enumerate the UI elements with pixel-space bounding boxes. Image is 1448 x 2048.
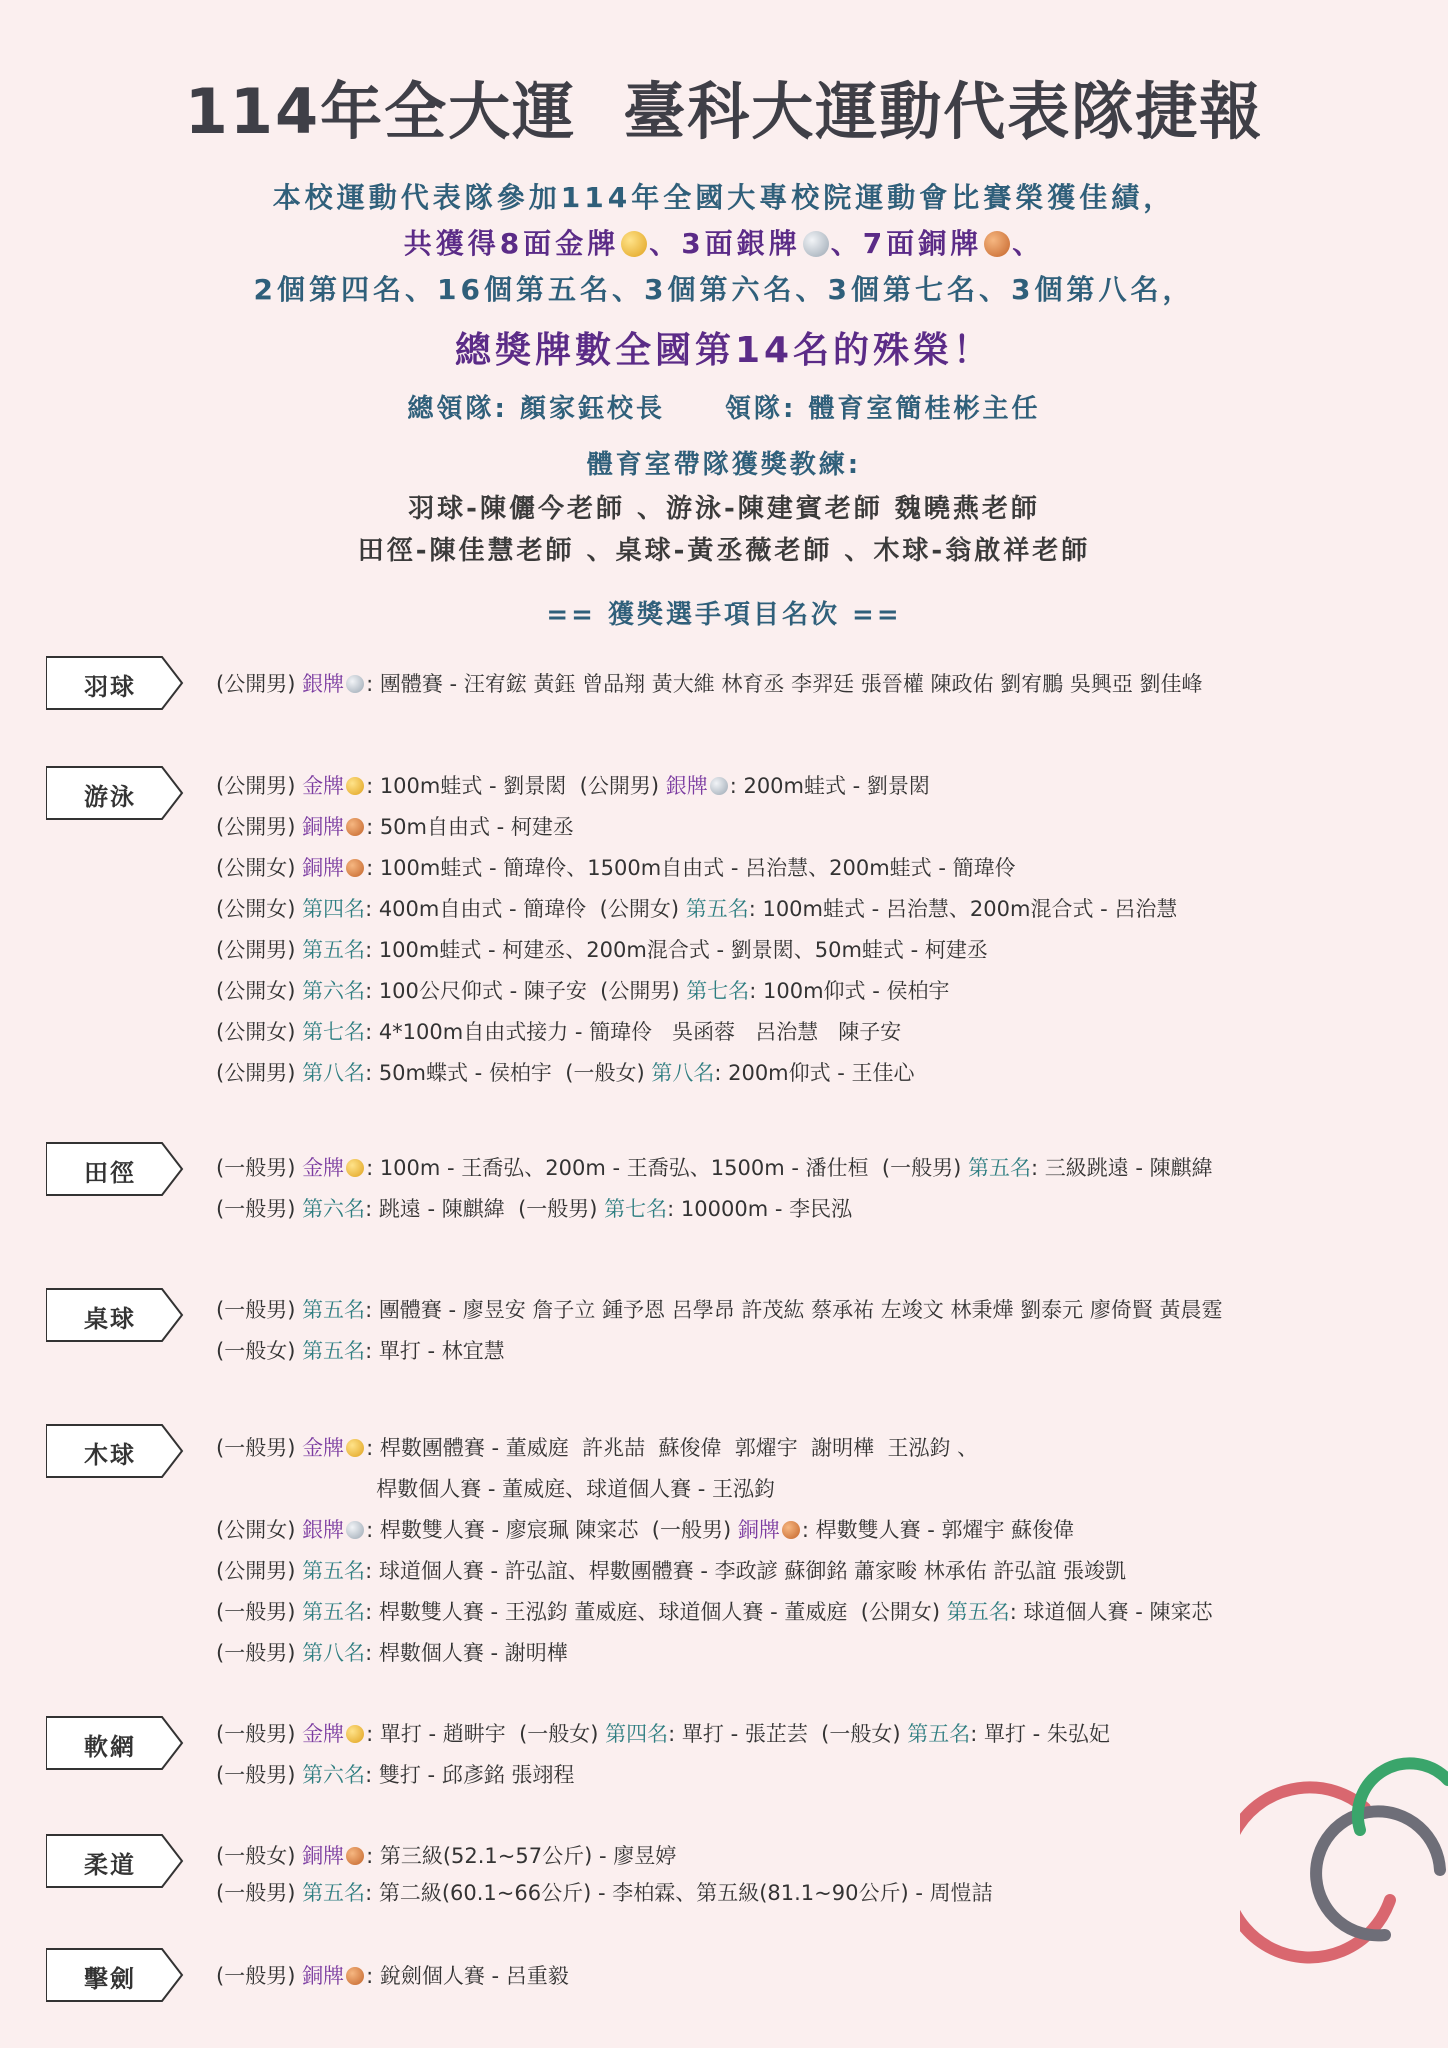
result-text: : 球道個人賽 - 許弘誼、桿數團體賽 - 李政諺 蘇御銘 蕭家畯 林承佑 許弘誼 張竣凱 <box>365 1559 1127 1583</box>
result-text: (一般女) <box>216 1339 303 1363</box>
section-tag <box>46 1286 186 1344</box>
result-text: : 10000m - 李民泓 <box>667 1197 853 1221</box>
rank-label: 第四名 <box>302 897 366 921</box>
result-text: : 50m自由式 - 柯建丞 <box>366 815 574 839</box>
medal-label: 金牌 <box>302 1722 345 1746</box>
rank-label: 第八名 <box>302 1061 366 1085</box>
gold-medal-icon <box>346 1725 364 1743</box>
gold-medal-icon <box>621 231 647 257</box>
result-text: : 單打 - 趙畊宇 (一般女) <box>366 1722 606 1746</box>
leaders <box>0 388 1448 425</box>
rank-label: 第六名 <box>302 1763 366 1787</box>
result-text: (公開女) <box>216 856 303 880</box>
rank-label: 第五名 <box>302 1298 366 1322</box>
rank-label: 第六名 <box>302 979 366 1003</box>
result-text: (一般男) <box>216 1964 303 1988</box>
section-name: 柔道 <box>84 1851 136 1879</box>
section-name: 游泳 <box>84 783 136 811</box>
result-text: : 桿數個人賽 - 謝明樺 <box>365 1641 568 1665</box>
section-tag <box>46 1714 186 1772</box>
result-line <box>216 1596 1212 1626</box>
result-text: : 銳劍個人賽 - 呂重毅 <box>366 1964 569 1988</box>
result-text: (一般男) <box>216 1641 303 1665</box>
silver-medal-icon <box>803 231 829 257</box>
chief-leader: 總領隊: 顏家鈺校長 <box>407 394 665 424</box>
gold-medal-icon <box>346 1439 364 1457</box>
result-text: : 單打 - 林宜慧 <box>365 1339 505 1363</box>
result-line <box>216 668 1203 698</box>
coach-line-2: 田徑-陳佳慧老師 、桌球-黃丞薇老師 、木球-翁啟祥老師 <box>357 536 1091 566</box>
result-line <box>216 1840 676 1870</box>
rank-label: 第四名 <box>605 1722 669 1746</box>
rank-label: 第五名 <box>685 897 749 921</box>
result-text: : 跳遠 - 陳麒緯 (一般男) <box>365 1197 605 1221</box>
rings-logo-decoration <box>1240 1750 1448 2030</box>
result-text: : 桿數雙人賽 - 郭燿宇 蘇俊偉 <box>801 1518 1075 1542</box>
result-line <box>216 1555 1126 1585</box>
section-name: 桌球 <box>84 1305 136 1333</box>
bronze-medal-icon <box>346 818 364 836</box>
result-text: : 桿數雙人賽 - 廖宸珮 陳寀芯 (一般男) <box>366 1518 738 1542</box>
gold-medal-icon <box>346 777 364 795</box>
result-line <box>216 1877 993 1907</box>
coach-line-1: 羽球-陳儷今老師 、游泳-陳建賓老師 魏曉燕老師 <box>408 494 1040 524</box>
rank-label: 第五名 <box>302 938 366 962</box>
result-text: : 100m蛙式 - 柯建丞、200m混合式 - 劉景閎、50m蛙式 - 柯建丞 <box>365 938 988 962</box>
result-line <box>216 1473 775 1503</box>
result-text: (公開男) <box>216 815 303 839</box>
result-line <box>216 1960 569 1990</box>
section-tag <box>46 1422 186 1480</box>
medal-label: 銅牌 <box>737 1518 780 1542</box>
result-line <box>216 1514 1074 1544</box>
page-title: 114年全大運 臺科大運動代表隊捷報 <box>184 75 1264 148</box>
result-text: : 50m蝶式 - 侯柏宇 (一般女) <box>365 1061 652 1085</box>
result-text: : 4*100m自由式接力 - 簡瑋伶 吳函蓉 呂治慧 陳子安 <box>365 1020 902 1044</box>
result-line <box>216 1759 574 1789</box>
intro-highlight: 總獎牌數全國第14名的殊榮！ <box>454 330 994 371</box>
result-text: (公開男) <box>216 774 303 798</box>
result-text: (公開男) <box>216 938 303 962</box>
gold-medal-icon <box>346 1159 364 1177</box>
section-tag <box>46 1832 186 1890</box>
bronze-medal-icon <box>346 859 364 877</box>
result-line <box>216 1152 1213 1182</box>
rank-label: 第五名 <box>302 1559 366 1583</box>
rank-label: 第五名 <box>302 1881 366 1905</box>
result-text: : 桿數團體賽 - 董威庭 許兆喆 蘇俊偉 郭燿宇 謝明樺 王泓鈞 、 <box>366 1436 979 1460</box>
result-text: : 團體賽 - 廖昱安 詹子立 鍾予恩 呂學昂 許茂紘 蔡承祐 左竣文 林秉燁 劉泰元 廖倚賢 黃晨霆 <box>365 1298 1223 1322</box>
result-text: : 100m蛙式 - 呂治慧、200m混合式 - 呂治慧 <box>748 897 1178 921</box>
rank-label: 第八名 <box>302 1641 366 1665</box>
result-line <box>216 1432 978 1462</box>
bronze-medal-icon <box>782 1521 800 1539</box>
medal-label: 金牌 <box>302 774 345 798</box>
result-text: : 100m蛙式 - 劉景閎 (公開男) <box>366 774 666 798</box>
section-name: 羽球 <box>84 673 136 701</box>
section-tag <box>46 1946 186 2004</box>
result-text: (公開男) <box>216 1559 303 1583</box>
result-text: : 400m自由式 - 簡瑋伶 (公開女) <box>365 897 686 921</box>
coach-title: 體育室帶隊獲獎教練: <box>586 450 862 480</box>
result-text: : 單打 - 張芷芸 (一般女) <box>668 1722 908 1746</box>
rank-label: 第六名 <box>302 1197 366 1221</box>
result-text: : 200m蛙式 - 劉景閎 <box>729 774 930 798</box>
medal-label: 銅牌 <box>302 1844 345 1868</box>
intro-line-2: 共獲得8面金牌 、3面銀牌 、7面銅牌 、 <box>403 227 1045 260</box>
silver-medal-icon <box>710 777 728 795</box>
result-text: (公開女) <box>216 1020 303 1044</box>
medal-label: 銅牌 <box>302 1964 345 1988</box>
section-name: 木球 <box>84 1441 136 1469</box>
intro-line-1: 本校運動代表隊參加114年全國大專校院運動會比賽榮獲佳績， <box>272 181 1176 214</box>
bronze-medal-icon <box>984 231 1010 257</box>
rank-label: 第五名 <box>946 1600 1010 1624</box>
result-text: (公開男) <box>216 672 303 696</box>
result-text: : 球道個人賽 - 陳寀芯 <box>1009 1600 1213 1624</box>
result-line <box>216 934 988 964</box>
medal-label: 金牌 <box>302 1436 345 1460</box>
result-text: : 三級跳遠 - 陳麒緯 <box>1031 1156 1213 1180</box>
result-text: : 200m仰式 - 王佳心 <box>714 1061 915 1085</box>
result-line <box>216 1294 1223 1324</box>
result-text: : 100m蛙式 - 簡瑋伶、1500m自由式 - 呂治慧、200m蛙式 - 簡瑋伶 <box>366 856 1016 880</box>
result-text: : 雙打 - 邱彥銘 張翊程 <box>365 1763 575 1787</box>
result-line <box>216 811 574 841</box>
result-text: (一般男) <box>216 1436 303 1460</box>
result-text: (一般男) <box>216 1722 303 1746</box>
rank-label: 第七名 <box>604 1197 668 1221</box>
team-leader: 領隊: 體育室簡桂彬主任 <box>725 394 1041 424</box>
result-text: : 第三級(52.1~57公斤) - 廖昱婷 <box>366 1844 677 1868</box>
result-line <box>216 1193 852 1223</box>
result-text: (公開女) <box>216 1518 303 1542</box>
result-text: (一般男) <box>216 1298 303 1322</box>
bronze-medal-icon <box>346 1967 364 1985</box>
rank-label: 第五名 <box>968 1156 1031 1180</box>
medal-label: 銀牌 <box>302 1518 345 1542</box>
result-text: (公開女) <box>216 979 303 1003</box>
result-text: : 100公尺仰式 - 陳子安 (公開男) <box>365 979 687 1003</box>
result-line <box>216 852 1016 882</box>
rank-label: 第八名 <box>651 1061 715 1085</box>
section-name: 田徑 <box>84 1159 136 1187</box>
result-text: (一般男) <box>216 1156 303 1180</box>
result-text: (一般男) <box>216 1197 303 1221</box>
winners-list-title: == 獲獎選手項目名次 == <box>546 600 902 630</box>
result-line <box>216 975 949 1005</box>
medal-label: 銅牌 <box>302 856 345 880</box>
result-line <box>216 770 930 800</box>
rank-label: 第五名 <box>302 1600 366 1624</box>
section-tag <box>46 654 186 712</box>
rank-label: 第五名 <box>907 1722 971 1746</box>
result-line <box>216 1335 505 1365</box>
result-text: (一般男) <box>216 1763 303 1787</box>
result-line <box>216 1057 915 1087</box>
silver-medal-icon <box>346 675 364 693</box>
result-text: : 團體賽 - 汪宥鋐 黃鈺 曾品翔 黃大維 林育丞 李羿廷 張晉權 陳政佑 劉宥鵬 吳興亞 劉佳峰 <box>366 672 1203 696</box>
result-text: : 單打 - 朱弘妃 <box>970 1722 1110 1746</box>
result-text: : 100m - 王喬弘、200m - 王喬弘、1500m - 潘仕桓 (一般男) <box>366 1156 968 1180</box>
bronze-medal-icon <box>346 1847 364 1865</box>
rank-label: 第七名 <box>686 979 750 1003</box>
silver-medal-icon <box>346 1521 364 1539</box>
result-text: : 100m仰式 - 侯柏宇 <box>749 979 950 1003</box>
medal-label: 金牌 <box>302 1156 345 1180</box>
result-line <box>216 1016 901 1046</box>
result-line <box>216 1637 568 1667</box>
result-text: : 桿數雙人賽 - 王泓鈞 董威庭、球道個人賽 - 董威庭 (公開女) <box>365 1600 947 1624</box>
result-text: (一般男) <box>216 1881 303 1905</box>
medal-label: 銀牌 <box>302 672 345 696</box>
section-name: 軟網 <box>84 1733 136 1761</box>
intro-line-3: 2個第四名、16個第五名、3個第六名、3個第七名、3個第八名， <box>253 273 1195 306</box>
result-line <box>216 893 1177 923</box>
section-tag <box>46 764 186 822</box>
result-text: (公開女) <box>216 897 303 921</box>
rank-label: 第七名 <box>302 1020 366 1044</box>
rank-label: 第五名 <box>302 1339 366 1363</box>
result-text: : 第二級(60.1~66公斤) - 李柏霖、第五級(81.1~90公斤) - 周愷詰 <box>365 1881 993 1905</box>
medal-label: 銀牌 <box>665 774 708 798</box>
result-text: 桿數個人賽 - 董威庭、球道個人賽 - 王泓鈞 <box>216 1477 776 1501</box>
result-text: (公開男) <box>216 1061 303 1085</box>
result-line <box>216 1718 1110 1748</box>
result-text: (一般男) <box>216 1600 303 1624</box>
section-tag <box>46 1140 186 1198</box>
medal-label: 銅牌 <box>302 815 345 839</box>
section-name: 擊劍 <box>84 1965 136 1993</box>
result-text: (一般女) <box>216 1844 303 1868</box>
